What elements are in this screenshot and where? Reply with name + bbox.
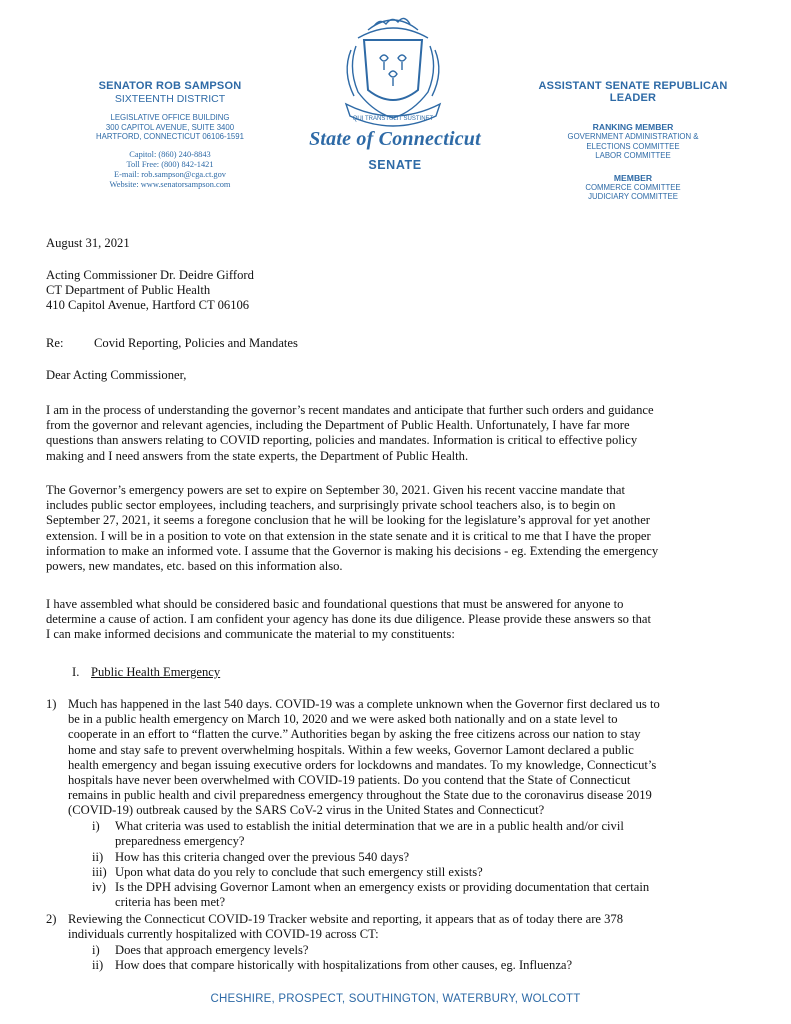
subitem-line: How has this criteria changed over the previous 540 days? bbox=[115, 850, 410, 864]
question-1-text bbox=[68, 697, 748, 819]
subitem-line: Does that approach emergency levels? bbox=[115, 943, 309, 957]
paragraph-3 bbox=[46, 597, 748, 643]
recipient-address bbox=[46, 268, 746, 314]
ranking-committees bbox=[518, 132, 748, 161]
paragraph-line: making and I need answers from the state experts, the Department of Public Health. bbox=[46, 448, 469, 463]
office-address bbox=[60, 113, 280, 142]
paragraph-2 bbox=[46, 483, 748, 574]
subitem-text bbox=[115, 865, 745, 880]
senate-label: SENATE bbox=[368, 158, 422, 172]
question-line: Much has happened in the last 540 days. COVID-19 was a complete unknown when the Governor first declared us to bbox=[68, 697, 660, 711]
paragraph-line: I can make informed decisions and communicate the material to my constituents: bbox=[46, 627, 455, 642]
member-heading: MEMBER bbox=[613, 172, 653, 183]
section-title: Public Health Emergency bbox=[91, 665, 221, 679]
subitem-line: preparedness emergency? bbox=[115, 834, 245, 849]
letterhead-right bbox=[518, 80, 748, 202]
senate-district: SIXTEENTH DISTRICT bbox=[114, 93, 226, 105]
website-address: Website: www.senatorsampson.com bbox=[109, 179, 231, 189]
state-seal-icon bbox=[318, 8, 468, 136]
subitem-text bbox=[115, 850, 745, 865]
recipient-line: CT Department of Public Health bbox=[46, 283, 211, 298]
subitem-line: criteria has been met? bbox=[115, 895, 226, 910]
footer-towns: CHESHIRE, PROSPECT, SOUTHINGTON, WATERBURY, WOLCOTT bbox=[210, 993, 581, 1005]
leadership-title: ASSISTANT SENATE REPUBLICAN LEADER bbox=[538, 80, 728, 104]
committee-line: ELECTIONS COMMITTEE bbox=[586, 141, 680, 151]
paragraph-line: information to make an informed vote. I assume that the Governor is making his decisions - eg. Extending the emergency bbox=[46, 543, 659, 558]
office-line: 300 CAPITOL AVENUE, SUITE 3400 bbox=[105, 122, 235, 132]
subitem-text bbox=[115, 819, 745, 849]
question-line: remains in public health and civil preparedness emergency throughout the State due to the coronavirus disease 2019 bbox=[68, 788, 652, 803]
subitem-text bbox=[115, 943, 745, 958]
subitem-number: ii) bbox=[92, 958, 104, 972]
letter-date: August 31, 2021 bbox=[46, 236, 130, 250]
subitem-number: iii) bbox=[92, 865, 107, 879]
subitem-number: i) bbox=[92, 943, 100, 957]
subject-line bbox=[46, 336, 746, 351]
paragraph-line: powers, new mandates, etc. based on this information also. bbox=[46, 559, 343, 574]
paragraph-line: I have assembled what should be considered basic and foundational questions that must be answered for anyone to bbox=[46, 597, 624, 611]
re-label: Re: bbox=[46, 336, 64, 350]
office-line: HARTFORD, CONNECTICUT 06106-1591 bbox=[96, 132, 244, 142]
paragraph-1 bbox=[46, 403, 748, 464]
section-numeral: I. bbox=[72, 665, 80, 679]
ranking-member-heading: RANKING MEMBER bbox=[592, 122, 674, 132]
question-line: (COVID-19) outbreak caused by the SARS CoV-2 virus in the United States and Connecticut? bbox=[68, 803, 545, 818]
committee-line: GOVERNMENT ADMINISTRATION & bbox=[567, 132, 699, 141]
recipient-line: Acting Commissioner Dr. Deidre Gifford bbox=[46, 268, 254, 282]
question-line: hospitals have never been overwhelmed with COVID-19 patients. Do you contend that the State of Connecticut bbox=[68, 773, 631, 788]
paragraph-line: includes public sector employees, including teachers, and surprisingly private school teachers also, is to begin on bbox=[46, 498, 616, 513]
subitem-number: i) bbox=[92, 819, 100, 833]
question-number: 1) bbox=[46, 697, 57, 711]
subitem-text bbox=[115, 958, 745, 973]
question-number: 2) bbox=[46, 912, 57, 926]
senator-name: SENATOR ROB SAMPSON bbox=[98, 80, 242, 92]
toll-free-phone: Toll Free: (800) 842-1421 bbox=[126, 159, 214, 169]
paragraph-line: questions than answers relating to COVID reporting, policies and mandates. Information is critical to effective policy bbox=[46, 433, 638, 448]
re-text: Covid Reporting, Policies and Mandates bbox=[94, 336, 298, 350]
office-line: LEGISLATIVE OFFICE BUILDING bbox=[110, 113, 230, 122]
subitem-text bbox=[115, 880, 745, 910]
paragraph-line: extension. I will be in a position to vote on that extension in the state senate and it is critical to me that I have the proper bbox=[46, 528, 651, 543]
paragraph-line: determine a cause of action. I am confident your agency has done its due diligence. Please provide these answers so that bbox=[46, 612, 651, 627]
paragraph-line: The Governor’s emergency powers are set to expire on September 30, 2021. Given his recent vaccine mandate that bbox=[46, 483, 625, 497]
committee-line: JUDICIARY COMMITTEE bbox=[588, 192, 678, 202]
question-2-text bbox=[68, 912, 748, 942]
question-line: be in a public health emergency on March 10, 2020 and we were asked both nationally and on a state level to bbox=[68, 712, 618, 727]
salutation: Dear Acting Commissioner, bbox=[46, 368, 187, 382]
subitem-line: Upon what data do you rely to conclude that such emergency still exists? bbox=[115, 865, 483, 879]
email-address: E-mail: rob.sampson@cga.ct.gov bbox=[114, 169, 226, 179]
question-line: Reviewing the Connecticut COVID-19 Tracker website and reporting, it appears that as of today there are 378 bbox=[68, 912, 624, 926]
contact-info bbox=[60, 150, 280, 190]
question-line: cooperate in an effort to “flatten the curve.” Authorities began by asking the free citizens across our nation to stay bbox=[68, 727, 641, 742]
capitol-phone: Capitol: (860) 240-8843 bbox=[129, 149, 211, 159]
paragraph-line: I am in the process of understanding the governor’s recent mandates and anticipate that further such orders and guidance bbox=[46, 403, 654, 417]
section-heading bbox=[72, 665, 772, 680]
committee-line: LABOR COMMITTEE bbox=[595, 151, 671, 161]
question-line: home and stay safe to prevent overwhelming hospitals. Within a few weeks, Governor Lamont declared a public bbox=[68, 742, 634, 757]
subitem-number: ii) bbox=[92, 850, 104, 864]
subitem-line: How does that compare historically with hospitalizations from other causes, eg. Influenza? bbox=[115, 958, 573, 972]
paragraph-line: September 27, 2021, it seems a foregone conclusion that he will be looking for the legislature’s approval for yet another bbox=[46, 513, 650, 528]
state-title: State of Connecticut bbox=[309, 128, 481, 150]
committee-line: COMMERCE COMMITTEE bbox=[585, 182, 681, 192]
question-line: health emergency and began issuing executive orders for lockdowns and mandates. To my knowledge, Connecticut’s bbox=[68, 757, 657, 772]
subitem-number: iv) bbox=[92, 880, 106, 894]
question-line: individuals currently hospitalized with COVID-19 across CT: bbox=[68, 927, 379, 942]
paragraph-line: from the governor and relevant agencies, including the Department of Public Health. Unfortunately, I have far more bbox=[46, 418, 630, 433]
recipient-line: 410 Capitol Avenue, Hartford CT 06106 bbox=[46, 298, 250, 313]
member-committees bbox=[518, 183, 748, 202]
seal-motto: QUI TRANSTULIT SUSTINET bbox=[352, 116, 434, 122]
subitem-line: What criteria was used to establish the initial determination that we are in a public health and/or civil bbox=[115, 819, 624, 833]
letterhead-left bbox=[60, 80, 280, 190]
subitem-line: Is the DPH advising Governor Lamont when an emergency exists or providing documentation that certain bbox=[115, 880, 650, 894]
